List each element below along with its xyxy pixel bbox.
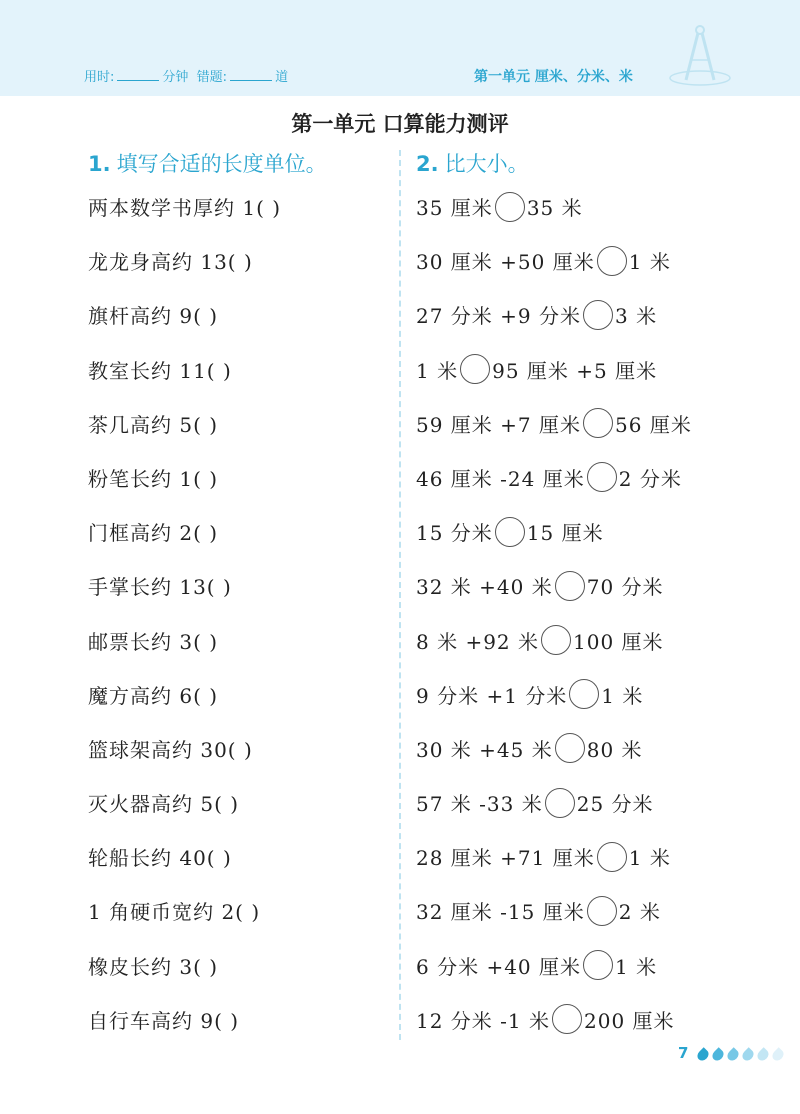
compare-item (416, 349, 692, 403)
compare-item (416, 836, 692, 890)
compare-answer-circle[interactable] (552, 1004, 582, 1034)
compare-answer-circle[interactable] (545, 788, 575, 818)
compare-answer-circle[interactable] (495, 517, 525, 547)
compare-right: 25 分米 (576, 792, 654, 817)
page-number: 7 (678, 1044, 689, 1062)
compare-right: 1 米 (628, 250, 671, 275)
drop-icon (695, 1047, 711, 1063)
unit-fill-item[interactable]: 两本数学书厚约 1( ) (88, 196, 282, 220)
compare-right: 15 厘米 (526, 521, 604, 546)
section-1-heading (88, 148, 327, 178)
compare-answer-circle[interactable] (587, 462, 617, 492)
errors-blank[interactable] (230, 68, 272, 81)
compare-right: 95 厘米 +5 厘米 (492, 358, 658, 383)
drop-icon (740, 1047, 756, 1063)
compare-item (416, 294, 692, 348)
compare-right: 35 米 (526, 196, 583, 220)
unit-fill-item[interactable]: 篮球架高约 30( ) (88, 737, 253, 762)
compare-answer-circle[interactable] (583, 950, 613, 980)
header-time-errors (84, 66, 288, 85)
compare-left: 1 米 (416, 358, 459, 383)
drop-icon (755, 1047, 771, 1063)
compare-right: 70 分米 (586, 575, 664, 600)
section-2-heading (416, 148, 529, 178)
compare-left: 8 米 +92 米 (416, 629, 540, 654)
compare-list (416, 186, 692, 1053)
page-title: 第一单元 口算能力测评 (291, 112, 509, 136)
compare-left: 59 厘米 +7 厘米 (416, 412, 582, 437)
compare-left: 57 米 -33 米 (416, 792, 543, 817)
unit-fill-item[interactable]: 自行车高约 9( ) (88, 1008, 240, 1033)
compare-answer-circle[interactable] (460, 354, 490, 384)
unit-fill-item[interactable]: 手掌长约 13( ) (88, 575, 232, 600)
time-unit: 分钟 (162, 70, 189, 85)
footer-drops-decoration (698, 1046, 788, 1065)
compare-left: 6 分米 +40 厘米 (416, 954, 582, 979)
errors-label: 错题: (196, 70, 228, 85)
compare-item (416, 674, 692, 728)
compare-right: 56 厘米 (615, 412, 692, 437)
unit-fill-item[interactable]: 轮船长约 40( ) (88, 846, 232, 871)
compare-answer-circle[interactable] (569, 679, 599, 709)
column-divider (399, 150, 401, 1040)
compare-answer-circle[interactable] (597, 246, 627, 276)
compare-right: 1 米 (601, 683, 644, 708)
errors-unit: 道 (275, 70, 289, 85)
compare-right: 2 分米 (618, 466, 682, 491)
compare-answer-circle[interactable] (495, 192, 525, 222)
compare-item (416, 457, 692, 511)
compare-item (416, 403, 692, 457)
unit-fill-item[interactable]: 魔方高约 6( ) (88, 683, 219, 708)
time-blank[interactable] (117, 68, 159, 81)
compare-item (416, 620, 692, 674)
compare-left: 35 厘米 (416, 196, 493, 220)
compare-answer-circle[interactable] (583, 300, 613, 330)
compare-right: 100 厘米 (573, 629, 664, 654)
compare-left: 30 米 +45 米 (416, 737, 553, 762)
compare-left: 28 厘米 +71 厘米 (416, 846, 595, 871)
compare-answer-circle[interactable] (587, 896, 617, 926)
compare-left: 32 米 +40 米 (416, 575, 553, 600)
unit-fill-item[interactable]: 茶几高约 5( ) (88, 412, 219, 437)
unit-fill-item[interactable]: 粉笔长约 1( ) (88, 466, 219, 491)
compare-answer-circle[interactable] (555, 571, 585, 601)
unit-fill-item[interactable]: 门框高约 2( ) (88, 521, 219, 546)
compare-left: 15 分米 (416, 521, 493, 546)
unit-fill-item[interactable]: 龙龙身高约 13( ) (88, 250, 253, 275)
compare-item (416, 728, 692, 782)
unit-fill-item[interactable]: 教室长约 11( ) (88, 358, 232, 383)
compare-item (416, 945, 692, 999)
compare-left: 9 分米 +1 分米 (416, 683, 568, 708)
compare-item (416, 890, 692, 944)
drop-icon (725, 1047, 741, 1063)
unit-fill-item[interactable]: 1 角硬币宽约 2( ) (88, 900, 261, 925)
compare-right: 2 米 (618, 900, 661, 925)
drop-icon (710, 1047, 726, 1063)
section-1-number: 1. (88, 152, 111, 176)
section-1-title: 填写合适的长度单位。 (116, 152, 327, 176)
compare-answer-circle[interactable] (541, 625, 571, 655)
compare-item (416, 240, 692, 294)
compare-right: 1 米 (615, 954, 658, 979)
compare-answer-circle[interactable] (597, 842, 627, 872)
compare-answer-circle[interactable] (583, 408, 613, 438)
compare-item (416, 565, 692, 619)
unit-fill-item[interactable]: 邮票长约 3( ) (88, 629, 219, 654)
compare-right: 3 米 (615, 304, 658, 329)
compare-left: 30 厘米 +50 厘米 (416, 250, 595, 275)
compare-left: 46 厘米 -24 厘米 (416, 466, 585, 491)
compare-right: 200 厘米 (584, 1008, 675, 1033)
compare-left: 32 厘米 -15 厘米 (416, 900, 585, 925)
unit-fill-list (88, 186, 281, 1053)
compare-left: 12 分米 -1 米 (416, 1008, 551, 1033)
compare-right: 80 米 (586, 737, 643, 762)
compass-icon (664, 20, 734, 90)
compare-right: 1 米 (628, 846, 671, 871)
section-2-number: 2. (416, 152, 439, 176)
compare-item (416, 186, 692, 240)
unit-tag: 第一单元 厘米、分米、米 (474, 69, 633, 85)
unit-fill-item[interactable]: 旗杆高约 9( ) (88, 304, 219, 329)
drop-icon (770, 1047, 786, 1063)
unit-fill-item[interactable]: 橡皮长约 3( ) (88, 954, 219, 979)
unit-fill-item[interactable]: 灭火器高约 5( ) (88, 792, 240, 817)
compare-item (416, 511, 692, 565)
compare-answer-circle[interactable] (555, 733, 585, 763)
section-2-title: 比大小。 (444, 152, 529, 176)
time-label: 用时: (84, 70, 115, 85)
compare-item (416, 999, 692, 1053)
compare-left: 27 分米 +9 分米 (416, 304, 582, 329)
compare-item (416, 782, 692, 836)
